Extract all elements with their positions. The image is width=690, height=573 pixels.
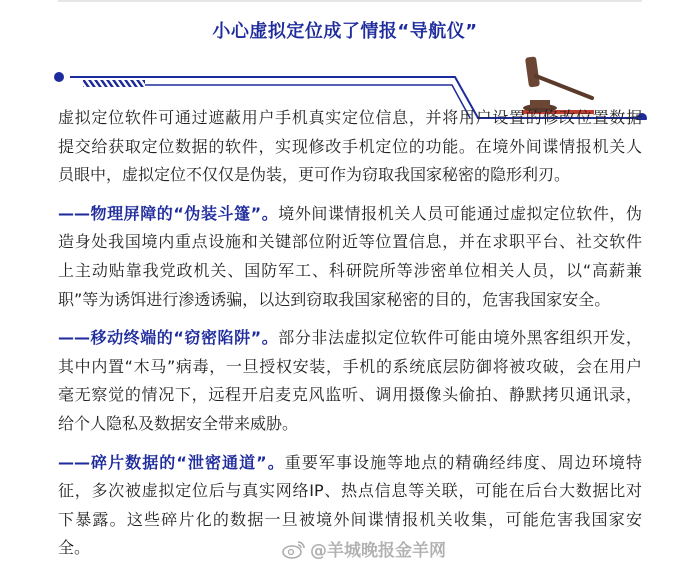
section-lead: ——碎片数据的“泄密通道”。 bbox=[58, 452, 285, 472]
text-line: 提交给获取定位数据的软件，实现修改手机定位的功能。在境外间谍情报机关人 bbox=[58, 136, 642, 156]
text-segment: 重要军事设施等地点的精确经纬度、周边环境特 bbox=[284, 452, 642, 472]
weibo-icon bbox=[282, 539, 306, 559]
article-title: 小心虚拟定位成了情报“导航仪” bbox=[212, 21, 478, 42]
paragraph-mobile-trap bbox=[58, 324, 642, 438]
text-segment: 部分非法虚拟定位软件可能由境外黑客组织开发， bbox=[278, 328, 642, 348]
text-line: 职”等为诱饵进行渗透诱骗，以达到窃取我国家秘密的目的，危害我国家安全。 bbox=[58, 289, 611, 309]
text-line: 全。 bbox=[58, 538, 91, 558]
text-line: 征，多次被虚拟定位后与真实网络IP、热点信息等关联，可能在后台大数据比对 bbox=[58, 481, 642, 501]
article-body bbox=[58, 104, 642, 573]
paragraph-disguise-cloak bbox=[58, 200, 642, 314]
text-line bbox=[58, 324, 642, 353]
watermark bbox=[282, 536, 446, 561]
hatch-strip bbox=[83, 80, 145, 87]
text-line: 上主动贴靠我党政机关、国防军工、科研院所等涉密单位相关人员，以“高薪兼 bbox=[58, 260, 642, 280]
text-line bbox=[58, 449, 642, 478]
watermark-text: @羊城晚报金羊网 bbox=[310, 541, 446, 561]
section-lead: ——移动终端的“窃密陷阱”。 bbox=[58, 328, 279, 348]
top-divider bbox=[58, 0, 642, 2]
text-line: 员眼中，虚拟定位不仅仅是伪装，更可作为窃取我国家秘密的隐形利刃。 bbox=[58, 165, 571, 185]
section-lead: ——物理屏障的“伪装斗篷”。 bbox=[58, 203, 279, 223]
text-line: 虚拟定位软件可通过遮蔽用户手机真实定位信息，并将用户设置的修改位置数据 bbox=[58, 108, 642, 127]
left-dot bbox=[54, 72, 64, 82]
text-line bbox=[58, 200, 642, 229]
text-line: 给个人隐私及数据安全带来威胁。 bbox=[58, 413, 299, 433]
text-segment: 境外间谍情报机关人员可能通过虚拟定位软件，伪 bbox=[278, 203, 642, 223]
text-line: 造身处我国境内重点设施和关键部位附近等位置信息，并在求职平台、社交软件 bbox=[58, 232, 642, 252]
text-line: 下暴露。这些碎片化的数据一旦被境外间谍情报机关收集，可能危害我国家安 bbox=[58, 509, 642, 529]
text-line: 其中内置“木马”病毒，一旦授权安装，手机的系统底层防御将被攻破，会在用户 bbox=[58, 356, 642, 376]
text-line: 毫无察觉的情况下，远程开启麦克风监听、调用摄像头偷拍、静默拷贝通讯录， bbox=[58, 385, 642, 405]
paragraph-intro bbox=[58, 104, 642, 190]
